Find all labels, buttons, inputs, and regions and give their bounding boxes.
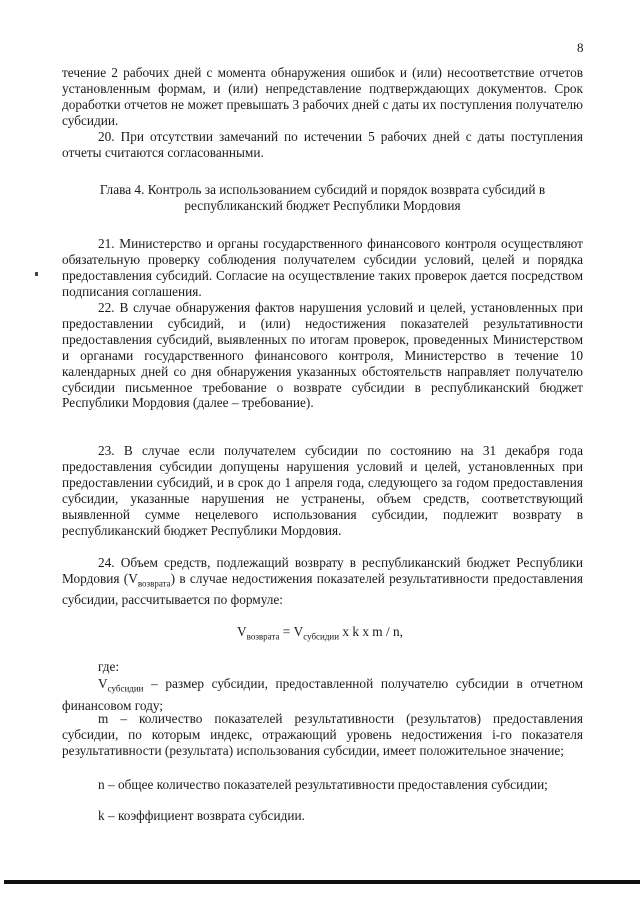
formula-rest: x k x m / n, [339,624,403,639]
paragraph-22: 22. В случае обнаружения фактов нарушения условий и целей, установленных при предоставлении субсидий, и (или) недостижения показателей результативности предоставления субсидий, выявленных по итогам проверок, проведенных Министерством и органами государственного финансового контроля, Министерство в течение 10 календарных дней со дня обнаружения указанных обстоятельств направляет получателю субсидии письменное требование о возврате субсидии в республиканский бюджет Республики Мордовия (далее – требование). [62,300,583,411]
return-formula [0,624,640,642]
definition-v [62,676,583,713]
paragraph-24-subscript: возврата [137,578,171,589]
paragraph-24-before: 24. Объем средств, подлежащий возврату в республиканский бюджет Республики Мордовия (V [62,555,583,586]
formula-eq: = V [279,624,304,639]
formula-sub1: возврата [246,631,280,642]
formula-v1: V [237,624,247,639]
where-label: где: [98,659,120,674]
paragraph-continuation: течение 2 рабочих дней с момента обнаружения ошибок и (или) несоответствие отчетов установленным формам, и (или) непредставление подтверждающих документов. Срок доработки отчетов не может превышать 3 рабочих дней с даты их поступления получателю субсидии. [62,65,583,128]
page-number: 8 [577,40,584,55]
formula-sub2: субсидии [303,631,340,642]
definition-v-symbol: V [98,676,108,691]
definition-v-subscript: субсидии [107,683,144,694]
definition-v-text: – размер субсидии, предоставленной получателю субсидии в отчетном финансовом году; [62,676,583,713]
paragraph-24 [62,555,583,608]
scan-border-line [4,880,640,884]
chapter-heading: Глава 4. Контроль за использованием субсидий и порядок возврата субсидий в республиканский бюджет Республики Мордовия [99,182,546,213]
paragraph-24-after: ) в случае недостижения показателей результативности предоставления субсидии, рассчитывается по формуле: [62,570,583,608]
paragraph-23: 23. В случае если получателем субсидии по состоянию на 31 декабря года предоставления субсидии допущены нарушения условий и целей, установленных при предоставлении субсидий, и в срок до 1 апреля года, следующего за годом предоставления субсидии, указанные нарушения не устранены, объем средств, соответствующий выявленной сумме нецелевого использования субсидии, подлежит возврату в республиканский бюджет Республики Мордовия. [62,443,583,538]
paragraph-20: 20. При отсутствии замечаний по истечении 5 рабочих дней с даты поступления отчеты считаются согласованными. [62,129,583,160]
scan-mark [35,272,38,276]
definition-n: n – общее количество показателей результативности предоставления субсидии; [98,777,548,792]
definition-m: m – количество показателей результативности (результатов) предоставления субсидии, по которым индекс, отражающий уровень недостижения i-го показателя результативности (результата) использования субсидии, имеет положительное значение; [62,711,583,758]
definition-k: k – коэффициент возврата субсидии. [98,808,305,823]
paragraph-21: 21. Министерство и органы государственного финансового контроля осуществляют обязательную проверку соблюдения получателем субсидии условий, целей и порядка предоставления субсидий. Согласие на осуществление таких проверок дается посредством подписания соглашения. [62,236,583,299]
